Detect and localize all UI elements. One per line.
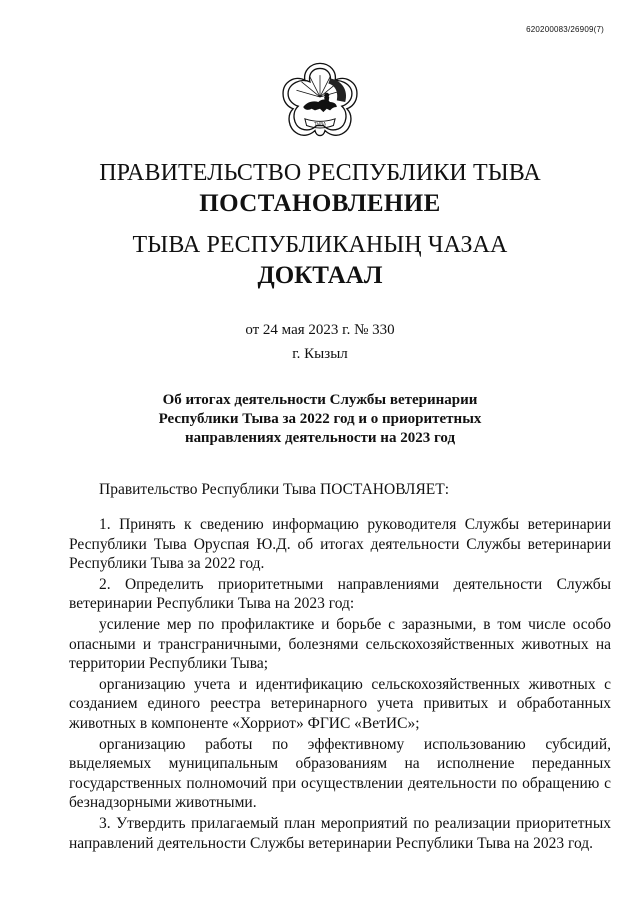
body-paragraph: усиление мер по профилактике и борьбе с заразными, в том числе особо опасными и трансграничными, болезнями сельскохозяйственных животных на территории Республики Тыва; (69, 615, 611, 673)
body-paragraph: организацию учета и идентификацию сельскохозяйственных животных с созданием единого реестра ветеринарного учета привитых и обработанных животных в компоненте «Хорриот» ФГИС «ВетИС»; (69, 675, 611, 732)
subject-line: направлениях деятельности на 2023 год (184, 430, 456, 446)
tyva-emblem (278, 60, 362, 144)
decree-subject (0, 391, 640, 448)
decree-body (69, 515, 611, 854)
emblem-banner-text: ТЫВА (314, 121, 326, 127)
subject-line: Республики Тыва за 2022 год и о приоритетных (158, 411, 482, 427)
body-paragraph: 3. Утвердить прилагаемый план мероприятий по реализации приоритетных направлений деятельности Службы ветеринарии Республики Тыва на 2023 год. (69, 814, 611, 852)
decree-city: г. Кызыл (292, 346, 348, 362)
body-paragraph: 2. Определить приоритетными направлениями деятельности Службы ветеринарии Республики Тыва на 2023 год: (69, 575, 611, 613)
body-paragraph: 1. Принять к сведению информацию руководителя Службы ветеринарии Республики Тыва Оруспая Ю.Д. об итогах деятельности Службы ветеринарии Республики Тыва за 2022 год. (69, 516, 611, 573)
government-title-ru: ПРАВИТЕЛЬСТВО РЕСПУБЛИКИ ТЫВА (99, 160, 541, 186)
decree-date-number: от 24 мая 2023 г. № 330 (245, 322, 395, 338)
document-id: 620200083/26909(7) (526, 25, 604, 34)
decree-title-ru: ПОСТАНОВЛЕНИЕ (199, 190, 441, 217)
body-paragraph: организацию работы по эффективному использованию субсидий, выделяемых муниципальным образованиям на исполнение переданных государственных полномочий при осуществлении деятельности по обращению с безнадзорными животными. (69, 735, 611, 812)
decree-intro: Правительство Республики Тыва ПОСТАНОВЛЯЕТ: (99, 481, 450, 498)
decree-title-tyv: ДОКТААЛ (257, 262, 383, 289)
government-title-tyv: ТЫВА РЕСПУБЛИКАНЫҢ ЧАЗАА (132, 232, 508, 258)
subject-line: Об итогах деятельности Службы ветеринарии (162, 392, 478, 408)
